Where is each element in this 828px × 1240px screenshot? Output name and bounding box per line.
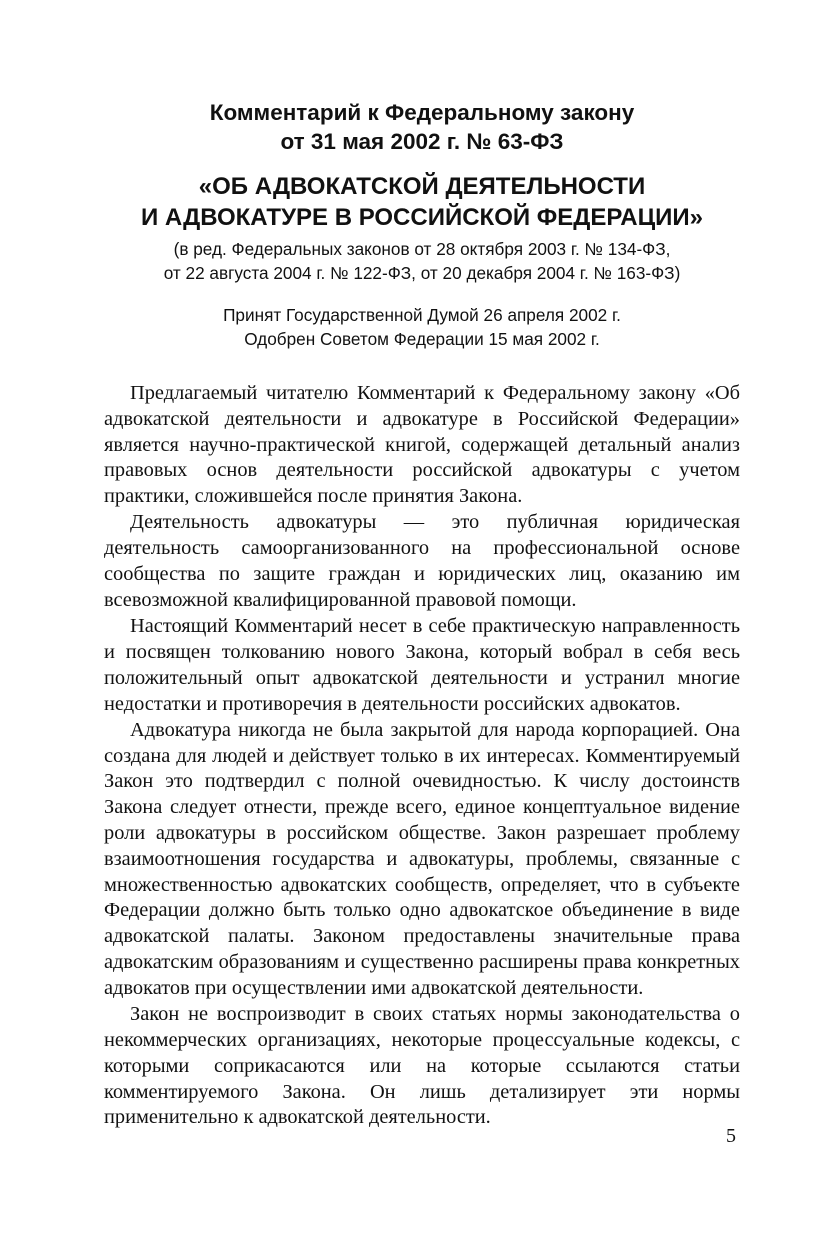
amendment-line-2: от 22 августа 2004 г. № 122-ФЗ, от 20 декабря 2004 г. № 163-ФЗ) — [163, 263, 681, 283]
adopted-line-1: Принят Государственной Думой 26 апреля 2002 г. — [223, 305, 621, 325]
amendment-note — [104, 237, 740, 285]
adoption-info — [104, 303, 740, 351]
paragraph: Адвокатура никогда не была закрытой для народа корпорацией. Она создана для людей и действует только в их интересах. Комментируемый Закон это подтвердил с полной очевидностью. К числу достоинств Закона следует отнести, прежде всего, единое концептуальное видение роли адвокатуры в российском обществе. Закон разрешает проблему взаимоотношения государства и адвокатуры, проблемы, связанные с множественностью адвокатских сообществ, определяет, что в субъекте Федерации должно быть только одно адвокатское объединение в виде адвокатской палаты. Законом предоставлены значительные права адвокатским образованиям и существенно расширены права конкретных адвокатов при осуществлении ими адвокатской деятельности. — [104, 718, 740, 999]
title-line-2: от 31 мая 2002 г. № 63-ФЗ — [280, 129, 564, 154]
paragraph: Настоящий Комментарий несет в себе практическую направленность и посвящен толкованию нового Закона, который вобрал в себя весь положительный опыт адвокатской деятельности и устранил многие недостатки и противоречия в деятельности российских адвокатов. — [104, 615, 740, 715]
paragraph: Деятельность адвокатуры — это публичная юридическая деятельность самоорганизованного на профессиональной основе сообщества по защите граждан и юридических лиц, оказанию им всевозможной квалифицированной правовой помощи. — [104, 511, 740, 611]
page-title — [104, 98, 740, 156]
amendment-line-1: (в ред. Федеральных законов от 28 октября 2003 г. № 134-ФЗ, — [173, 239, 671, 259]
document-page — [104, 98, 740, 1132]
title-line-1: Комментарий к Федеральному закону — [209, 100, 635, 125]
paragraph: Предлагаемый читателю Комментарий к Федеральному закону «Об адвокатской деятельности и адвокатуре в Российской Федерации» является научно-практической книгой, содержащей детальный анализ правовых основ деятельности российской адвокатуры с учетом практики, сложившейся после принятия Закона. — [104, 382, 740, 508]
body-text — [104, 381, 740, 1131]
page-number: 5 — [726, 1125, 736, 1147]
law-name-line-1: «ОБ АДВОКАТСКОЙ ДЕЯТЕЛЬНОСТИ — [198, 173, 646, 200]
law-name-line-2: И АДВОКАТУРЕ В РОССИЙСКОЙ ФЕДЕРАЦИИ» — [141, 204, 703, 231]
adopted-line-2: Одобрен Советом Федерации 15 мая 2002 г. — [244, 329, 600, 349]
paragraph: Закон не воспроизводит в своих статьях нормы законодательства о некоммерческих организациях, некоторые процессуальные кодексы, с которыми соприкасаются или на которые ссылаются статьи комментируемого Закона. Он лишь детализирует эти нормы применительно к адвокатской деятельности. — [104, 1003, 740, 1129]
law-name — [104, 171, 740, 233]
